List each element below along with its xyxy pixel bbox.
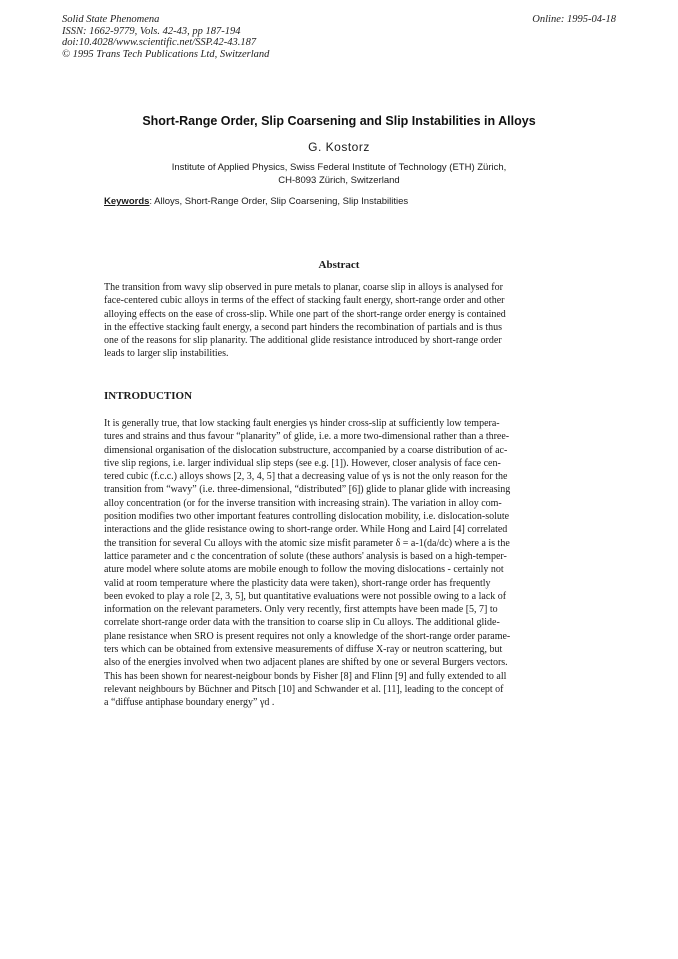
copyright-line: © 1995 Trans Tech Publications Ltd, Switzerland: [62, 48, 270, 60]
affiliation-line-2: CH-8093 Zürich, Switzerland: [278, 175, 400, 186]
body-line: tive slip regions, i.e. larger individual slip steps (see e.g. [1]). However, closer analysis of face cen-: [104, 457, 501, 469]
body-line: information on the relevant parameters. Only very recently, first attempts have been made [5, 7] to: [104, 604, 498, 616]
introduction-body: [104, 417, 576, 710]
abstract-line: leads to larger slip instabilities.: [104, 348, 229, 360]
body-line: plane resistance when SRO is present requires not only a knowledge of the short-range order parame-: [104, 630, 511, 642]
body-line: position modifies two other important features controlling dislocation mobility, i.e. dislocation-solute: [104, 511, 510, 523]
body-line: interactions and the glide resistance owing to short-range order. While Hong and Laird [4] correlated: [104, 524, 508, 536]
introduction-heading: INTRODUCTION: [104, 390, 193, 402]
abstract-line: one of the reasons for slip planarity. The additional glide resistance introduced by short-range order: [104, 335, 502, 347]
doi-link[interactable]: doi:10.4028/www.scientific.net/SSP.42-43.187: [62, 37, 257, 48]
body-line: also of the energies involved when two adjacent planes are shifted by one or several Burgers vectors.: [104, 657, 508, 669]
body-line: dimensional organisation of the dislocation substructure, accompanied by a coarse distribution of ac-: [104, 444, 508, 456]
author-affiliation: [0, 161, 678, 187]
body-line: ature model where solute atoms are mobile enough to follow the moving dislocations - certainly not: [104, 564, 504, 576]
body-line: transition from “wavy” (i.e. three-dimensional, “distributed” [6]) glide to planar glide with increasing: [104, 484, 511, 496]
body-line: valid at room temperature where the plasticity data were taken), short-range order has frequently: [104, 577, 491, 589]
body-line: tures and strains and thus favour “planarity” of glide, i.e. a more two-dimensional rather than a three-: [104, 431, 510, 443]
paper-title: Short-Range Order, Slip Coarsening and Slip Instabilities in Alloys: [142, 114, 536, 128]
body-line: lattice parameter and c the concentration of solute (these authors' analysis is based on a high-temper-: [104, 550, 507, 562]
keywords-label: Keywords: [104, 196, 150, 207]
abstract-heading: Abstract: [318, 259, 360, 271]
journal-header: [62, 14, 269, 60]
body-line: It is generally true, that low stacking fault energies γs hinder cross-slip at sufficiently low tempera-: [104, 418, 500, 429]
journal-name: Solid State Phenomena: [62, 14, 160, 25]
abstract-line: alloying effects on the ease of cross-slip. While one part of the short-range order energy is contained: [104, 308, 506, 320]
body-line: the transition for several Cu alloys with the atomic size misfit parameter δ = a-1(da/dc) where a is the: [104, 537, 510, 549]
abstract-line: in the effective stacking fault energy, a second part hinders the recombination of partials and is thus: [104, 321, 503, 333]
abstract-body: [104, 281, 574, 361]
body-line: a “diffuse antiphase boundary energy” γd .: [104, 697, 275, 709]
abstract-line: The transition from wavy slip observed in pure metals to planar, coarse slip in alloys is analysed for: [104, 282, 503, 293]
online-date: Online: 1995-04-18: [532, 14, 616, 25]
body-line: correlate short-range order data with the transition to coarse slip in Cu alloys. The additional glide-: [104, 617, 500, 629]
body-line: This has been shown for nearest-neigbour bonds by Fisher [8] and Flinn [9] and fully extended to all: [104, 670, 507, 682]
abstract-line: face-centered cubic alloys in terms of the effect of stacking fault energy, short-range order and other: [104, 295, 505, 307]
body-line: ters which can be obtained from extensive measurements of diffuse X-ray or neutron scattering, but: [104, 644, 503, 656]
issn-line: ISSN: 1662-9779, Vols. 42-43, pp 187-194: [62, 25, 241, 37]
paper-author: G. Kostorz: [308, 140, 370, 154]
keywords-text: : Alloys, Short-Range Order, Slip Coarsening, Slip Instabilities: [149, 196, 409, 207]
body-line: relevant neighbours by Büchner and Pitsch [10] and Schwander et al. [11], leading to the concept of: [104, 683, 504, 695]
body-line: tered cubic (f.c.c.) alloys shows [2, 3, 4, 5] that a decreasing value of γs is not the only reason for the: [104, 471, 508, 483]
body-line: been evoked to play a role [2, 3, 5], but quantitative evaluations were not possible owing to a lack of: [104, 590, 507, 602]
body-line: alloy concentration (or for the inverse transition with increasing strain). The variation in alloy com-: [104, 497, 502, 509]
affiliation-line-1: Institute of Applied Physics, Swiss Federal Institute of Technology (ETH) Zürich,: [171, 162, 507, 173]
keywords: [104, 196, 408, 207]
